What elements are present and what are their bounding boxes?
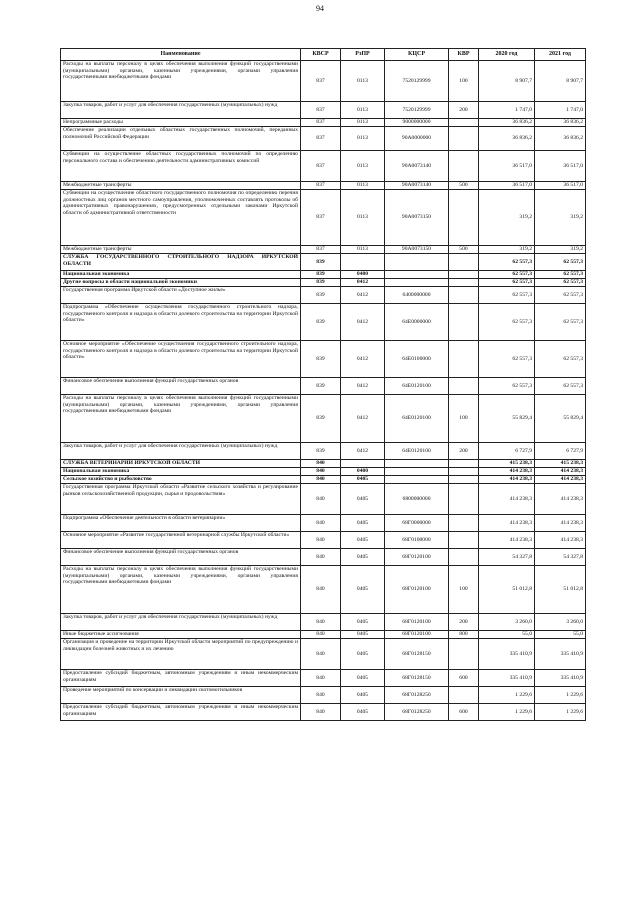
- cell-kvr: 600: [449, 704, 479, 721]
- cell-2021: 319,2: [535, 246, 586, 254]
- cell-2021: 62 557,3: [535, 254, 586, 271]
- cell-ksr: 840: [301, 687, 341, 704]
- cell-2021: 62 557,3: [535, 287, 586, 304]
- cell-2020: 36 517,0: [479, 151, 535, 182]
- cell-rzpr: 0412: [341, 378, 385, 395]
- cell-ksr: 839: [301, 378, 341, 395]
- cell-2021: 51 012,8: [535, 566, 586, 614]
- cell-kvr: [449, 190, 479, 246]
- cell-kvr: 100: [449, 566, 479, 614]
- cell-2020: 3 260,0: [479, 614, 535, 631]
- cell-kcsr: 68Г0128150: [385, 639, 449, 670]
- cell-kcsr: 68Г0120100: [385, 631, 449, 639]
- cell-2021: 55,0: [535, 631, 586, 639]
- cell-kcsr: 90А0073140: [385, 151, 449, 182]
- cell-rzpr: 0113: [341, 182, 385, 190]
- table-row: [61, 532, 586, 549]
- cell-kcsr: 68Г0120100: [385, 549, 449, 566]
- cell-2021: 319,2: [535, 190, 586, 246]
- cell-kvr: [449, 287, 479, 304]
- cell-2020: 414 238,3: [479, 532, 535, 549]
- cell-name: Субвенции на осуществление областных государственных полномочий по определению персонального состава и обеспечению деятельности административных комиссий: [61, 151, 301, 182]
- cell-ksr: 839: [301, 254, 341, 271]
- table-row: [61, 515, 586, 532]
- cell-2020: 62 557,3: [479, 341, 535, 378]
- cell-kcsr: 7520129999: [385, 102, 449, 119]
- cell-2020: 415 238,3: [479, 460, 535, 468]
- cell-name: Подпрограмма «Обеспечение осуществления государственного строительного надзора, государственного контроля и надзора в области долевого строительства на территории Иркутской области»: [61, 304, 301, 341]
- cell-kcsr: 68Г0120100: [385, 614, 449, 631]
- cell-kcsr: 90А0073150: [385, 190, 449, 246]
- cell-name: Предоставление субсидий бюджетным, автономным учреждениям и иным некоммерческим организациям: [61, 670, 301, 687]
- cell-rzpr: 0405: [341, 639, 385, 670]
- cell-2021: 62 557,3: [535, 341, 586, 378]
- cell-name: Расходы на выплаты персоналу в целях обеспечения выполнения функций государственными (муниципальными) органами, казенными учреждениями, органами управления государственными внебюджетными фондами: [61, 395, 301, 443]
- cell-kcsr: [385, 271, 449, 279]
- cell-ksr: 840: [301, 532, 341, 549]
- cell-kcsr: 68Г0000000: [385, 515, 449, 532]
- cell-kcsr: 90А0073140: [385, 182, 449, 190]
- cell-kvr: [449, 341, 479, 378]
- cell-name: Иные бюджетные ассигнования: [61, 631, 301, 639]
- cell-kcsr: 68Г0120100: [385, 566, 449, 614]
- cell-ksr: 839: [301, 279, 341, 287]
- cell-ksr: 837: [301, 190, 341, 246]
- cell-kvr: 200: [449, 614, 479, 631]
- cell-2021: 335 410,9: [535, 639, 586, 670]
- cell-name: Закупка товаров, работ и услуг для обеспечения государственных (муниципальных) нужд: [61, 443, 301, 460]
- table-row: [61, 670, 586, 687]
- cell-kcsr: 64Е0120100: [385, 443, 449, 460]
- table-row: [61, 566, 586, 614]
- cell-2021: 54 327,8: [535, 549, 586, 566]
- cell-2020: 414 238,3: [479, 476, 535, 484]
- table-row: [61, 271, 586, 279]
- table-row: [61, 468, 586, 476]
- cell-kcsr: [385, 468, 449, 476]
- cell-2020: 62 557,3: [479, 254, 535, 271]
- cell-kcsr: 64Е0000000: [385, 304, 449, 341]
- cell-2021: 1 229,6: [535, 687, 586, 704]
- cell-2021: 3 260,0: [535, 614, 586, 631]
- cell-2021: 62 557,3: [535, 279, 586, 287]
- cell-ksr: 840: [301, 566, 341, 614]
- cell-ksr: 840: [301, 631, 341, 639]
- cell-ksr: 837: [301, 182, 341, 190]
- table-row: [61, 102, 586, 119]
- cell-2020: 62 557,3: [479, 271, 535, 279]
- cell-kvr: 800: [449, 631, 479, 639]
- cell-2020: 54 327,8: [479, 549, 535, 566]
- cell-name: Финансовое обеспечение выполнения функций государственных органов: [61, 378, 301, 395]
- cell-kcsr: [385, 254, 449, 271]
- table-row: [61, 614, 586, 631]
- cell-2020: 6 727,9: [479, 443, 535, 460]
- cell-rzpr: 0113: [341, 102, 385, 119]
- cell-kvr: [449, 127, 479, 151]
- cell-rzpr: 0412: [341, 304, 385, 341]
- table-row: [61, 549, 586, 566]
- table-row: [61, 246, 586, 254]
- header-ksr: КВСР: [301, 49, 341, 61]
- cell-kvr: [449, 378, 479, 395]
- cell-kvr: [449, 468, 479, 476]
- cell-2020: 62 557,3: [479, 378, 535, 395]
- cell-rzpr: 0405: [341, 631, 385, 639]
- cell-name: Государственная программа Иркутской области «Развитие сельского хозяйства и регулирование рынков сельскохозяйственной продукции, сырья и продовольствия»: [61, 484, 301, 515]
- cell-kvr: 500: [449, 182, 479, 190]
- cell-name: Субвенции на осуществление областного государственного полномочия по определению перечня должностных лиц органов местного самоуправления, уполномоченных составлять протоколы об административных правонарушениях, предусмотренных отдельными законами Иркутской области об административной ответственности: [61, 190, 301, 246]
- cell-name: СЛУЖБА ГОСУДАРСТВЕННОГО СТРОИТЕЛЬНОГО НАДЗОРА ИРКУТСКОЙ ОБЛАСТИ: [61, 254, 301, 271]
- budget-table: [60, 48, 586, 721]
- header-2020: 2020 год: [479, 49, 535, 61]
- table-row: [61, 378, 586, 395]
- cell-ksr: 840: [301, 460, 341, 468]
- cell-2020: 319,2: [479, 190, 535, 246]
- cell-rzpr: 0405: [341, 484, 385, 515]
- table-row: [61, 639, 586, 670]
- cell-rzpr: 0405: [341, 704, 385, 721]
- cell-name: Межбюджетные трансферты: [61, 182, 301, 190]
- cell-kvr: 200: [449, 443, 479, 460]
- cell-kcsr: 90А0073150: [385, 246, 449, 254]
- cell-kvr: [449, 476, 479, 484]
- cell-ksr: 837: [301, 102, 341, 119]
- cell-2021: 414 238,3: [535, 476, 586, 484]
- table-row: [61, 61, 586, 102]
- cell-kcsr: 9000000000: [385, 119, 449, 127]
- cell-2020: 414 238,3: [479, 515, 535, 532]
- table-row: [61, 151, 586, 182]
- cell-rzpr: 0400: [341, 468, 385, 476]
- cell-rzpr: 0405: [341, 515, 385, 532]
- cell-kvr: [449, 271, 479, 279]
- cell-name: Основное мероприятие «Обеспечение осуществления государственного строительного надзора, государственного контроля и надзора в области долевого строительства на территории Иркутской области»: [61, 341, 301, 378]
- cell-kcsr: 6800000000: [385, 484, 449, 515]
- cell-2020: 8 907,7: [479, 61, 535, 102]
- cell-kvr: [449, 279, 479, 287]
- cell-ksr: 837: [301, 119, 341, 127]
- cell-kvr: [449, 532, 479, 549]
- table-row: [61, 182, 586, 190]
- table-row: [61, 476, 586, 484]
- table-row: [61, 460, 586, 468]
- cell-kcsr: 68Г0128150: [385, 670, 449, 687]
- cell-rzpr: 0405: [341, 566, 385, 614]
- cell-2021: 414 238,3: [535, 532, 586, 549]
- table-row: [61, 254, 586, 271]
- cell-name: Закупка товаров, работ и услуг для обеспечения государственных (муниципальных) нужд: [61, 102, 301, 119]
- table-row: [61, 287, 586, 304]
- cell-ksr: 840: [301, 468, 341, 476]
- cell-kvr: [449, 151, 479, 182]
- cell-ksr: 837: [301, 151, 341, 182]
- table-row: [61, 395, 586, 443]
- cell-name: Организация и проведение на территории Иркутской области мероприятий по предупреждению и ликвидации болезней животных и их лечению: [61, 639, 301, 670]
- cell-2020: 55 829,4: [479, 395, 535, 443]
- cell-2021: 1 747,0: [535, 102, 586, 119]
- header-kcsr: КЦСР: [385, 49, 449, 61]
- table-row: [61, 190, 586, 246]
- cell-2020: 36 836,2: [479, 127, 535, 151]
- cell-2020: 319,2: [479, 246, 535, 254]
- cell-kcsr: 64Е0120100: [385, 378, 449, 395]
- cell-kcsr: 68Г0100000: [385, 532, 449, 549]
- cell-rzpr: 0113: [341, 61, 385, 102]
- cell-name: СЛУЖБА ВЕТЕРИНАРИИ ИРКУТСКОЙ ОБЛАСТИ: [61, 460, 301, 468]
- table-row: [61, 443, 586, 460]
- cell-kvr: [449, 549, 479, 566]
- cell-name: Расходы на выплаты персоналу в целях обеспечения выполнения функций государственными (муниципальными) органами, казенными учреждениями, органами управления государственными внебюджетными фондами: [61, 566, 301, 614]
- cell-2021: 6 727,9: [535, 443, 586, 460]
- cell-2021: 415 238,3: [535, 460, 586, 468]
- cell-rzpr: 0405: [341, 549, 385, 566]
- cell-2020: 55,0: [479, 631, 535, 639]
- cell-name: Государственная программа Иркутской области «Доступное жилье»: [61, 287, 301, 304]
- cell-rzpr: 0113: [341, 246, 385, 254]
- cell-ksr: 840: [301, 614, 341, 631]
- cell-name: Предоставление субсидий бюджетным, автономным учреждениям и иным некоммерческим организациям: [61, 704, 301, 721]
- table-row: [61, 127, 586, 151]
- cell-kcsr: 64Е0120100: [385, 395, 449, 443]
- cell-kvr: [449, 460, 479, 468]
- cell-name: Закупка товаров, работ и услуг для обеспечения государственных (муниципальных) нужд: [61, 614, 301, 631]
- cell-2021: 55 829,4: [535, 395, 586, 443]
- cell-ksr: 840: [301, 484, 341, 515]
- cell-rzpr: [341, 460, 385, 468]
- cell-rzpr: 0113: [341, 151, 385, 182]
- cell-name: Обеспечение реализации отдельных областных государственных полномочий, переданных полномочий Российской Федерации: [61, 127, 301, 151]
- cell-kcsr: [385, 279, 449, 287]
- cell-rzpr: 0412: [341, 443, 385, 460]
- cell-rzpr: [341, 254, 385, 271]
- cell-ksr: 840: [301, 549, 341, 566]
- cell-rzpr: 0405: [341, 476, 385, 484]
- cell-2020: 62 557,3: [479, 279, 535, 287]
- cell-2020: 1 229,6: [479, 687, 535, 704]
- cell-kcsr: 90А0000000: [385, 127, 449, 151]
- cell-kcsr: [385, 476, 449, 484]
- cell-kcsr: 68Г0128250: [385, 687, 449, 704]
- table-row: [61, 341, 586, 378]
- cell-kcsr: 64Е0100000: [385, 341, 449, 378]
- cell-2020: 335 410,9: [479, 670, 535, 687]
- cell-ksr: 839: [301, 287, 341, 304]
- cell-ksr: 837: [301, 246, 341, 254]
- cell-2020: 414 238,3: [479, 468, 535, 476]
- cell-ksr: 840: [301, 515, 341, 532]
- cell-ksr: 839: [301, 395, 341, 443]
- cell-ksr: 839: [301, 304, 341, 341]
- cell-kvr: 100: [449, 61, 479, 102]
- cell-kvr: 600: [449, 670, 479, 687]
- cell-2021: 36 517,0: [535, 151, 586, 182]
- cell-2020: 62 557,3: [479, 287, 535, 304]
- cell-ksr: 840: [301, 670, 341, 687]
- header-2021: 2021 год: [535, 49, 586, 61]
- cell-2020: 36 517,0: [479, 182, 535, 190]
- table-body: [61, 61, 586, 721]
- cell-ksr: 840: [301, 639, 341, 670]
- cell-kvr: [449, 639, 479, 670]
- cell-kvr: 100: [449, 395, 479, 443]
- cell-2020: 1 747,0: [479, 102, 535, 119]
- cell-name: Национальная экономика: [61, 468, 301, 476]
- cell-name: Финансовое обеспечение выполнения функций государственных органов: [61, 549, 301, 566]
- cell-kvr: [449, 119, 479, 127]
- table-row: [61, 704, 586, 721]
- cell-kvr: 200: [449, 102, 479, 119]
- cell-ksr: 839: [301, 271, 341, 279]
- cell-rzpr: 0405: [341, 614, 385, 631]
- cell-rzpr: 0113: [341, 127, 385, 151]
- cell-rzpr: 0412: [341, 279, 385, 287]
- cell-2021: 335 410,9: [535, 670, 586, 687]
- cell-2020: 36 836,2: [479, 119, 535, 127]
- cell-2021: 62 557,3: [535, 304, 586, 341]
- cell-ksr: 837: [301, 61, 341, 102]
- cell-kvr: 500: [449, 246, 479, 254]
- cell-kcsr: [385, 460, 449, 468]
- table-header-row: [61, 49, 586, 61]
- cell-2020: 51 012,8: [479, 566, 535, 614]
- table-row: [61, 304, 586, 341]
- cell-kcsr: 68Г0128250: [385, 704, 449, 721]
- cell-2021: 36 517,0: [535, 182, 586, 190]
- cell-kvr: [449, 515, 479, 532]
- cell-rzpr: 0405: [341, 687, 385, 704]
- cell-2021: 1 229,6: [535, 704, 586, 721]
- cell-2021: 36 836,2: [535, 119, 586, 127]
- table-row: [61, 279, 586, 287]
- cell-name: Проведение мероприятий по консервации и ликвидации скотомогильников: [61, 687, 301, 704]
- cell-rzpr: 0405: [341, 670, 385, 687]
- cell-name: Межбюджетные трансферты: [61, 246, 301, 254]
- cell-rzpr: 0113: [341, 119, 385, 127]
- cell-name: Сельское хозяйство и рыболовство: [61, 476, 301, 484]
- cell-rzpr: 0412: [341, 341, 385, 378]
- cell-2021: 414 238,3: [535, 468, 586, 476]
- page-number: 94: [316, 4, 324, 13]
- cell-ksr: 837: [301, 127, 341, 151]
- cell-kcsr: 6400000000: [385, 287, 449, 304]
- cell-rzpr: 0412: [341, 395, 385, 443]
- cell-kvr: [449, 687, 479, 704]
- cell-name: Национальная экономика: [61, 271, 301, 279]
- cell-rzpr: 0412: [341, 287, 385, 304]
- cell-2020: 62 557,3: [479, 304, 535, 341]
- cell-kvr: [449, 254, 479, 271]
- cell-kvr: [449, 484, 479, 515]
- cell-kcsr: 7520129999: [385, 61, 449, 102]
- cell-2020: 1 229,6: [479, 704, 535, 721]
- cell-2021: 8 907,7: [535, 61, 586, 102]
- table-row: [61, 484, 586, 515]
- cell-name: Подпрограмма «Обеспечение деятельности в области ветеринарии»: [61, 515, 301, 532]
- table-row: [61, 119, 586, 127]
- cell-ksr: 840: [301, 704, 341, 721]
- cell-name: Расходы на выплаты персоналу в целях обеспечения выполнения функций государственными (муниципальными) органами, казенными учреждениями, органами управления государственными внебюджетными фондами: [61, 61, 301, 102]
- header-kvr: КВР: [449, 49, 479, 61]
- table-row: [61, 687, 586, 704]
- cell-2021: 414 238,3: [535, 515, 586, 532]
- cell-rzpr: 0400: [341, 271, 385, 279]
- header-rzpr: РзПР: [341, 49, 385, 61]
- header-name: Наименование: [61, 49, 301, 61]
- cell-2021: 62 557,3: [535, 378, 586, 395]
- cell-2020: 414 238,3: [479, 484, 535, 515]
- cell-ksr: 839: [301, 443, 341, 460]
- cell-2020: 335 410,9: [479, 639, 535, 670]
- cell-rzpr: 0405: [341, 532, 385, 549]
- cell-ksr: 840: [301, 476, 341, 484]
- cell-2021: 414 238,3: [535, 484, 586, 515]
- cell-name: Непрограммные расходы: [61, 119, 301, 127]
- cell-2021: 36 836,2: [535, 127, 586, 151]
- cell-name: Основное мероприятие «Развитие государственной ветеринарной службы Иркутской области»: [61, 532, 301, 549]
- cell-2021: 62 557,3: [535, 271, 586, 279]
- cell-name: Другие вопросы в области национальной экономики: [61, 279, 301, 287]
- cell-rzpr: 0113: [341, 190, 385, 246]
- cell-ksr: 839: [301, 341, 341, 378]
- table-row: [61, 631, 586, 639]
- cell-kvr: [449, 304, 479, 341]
